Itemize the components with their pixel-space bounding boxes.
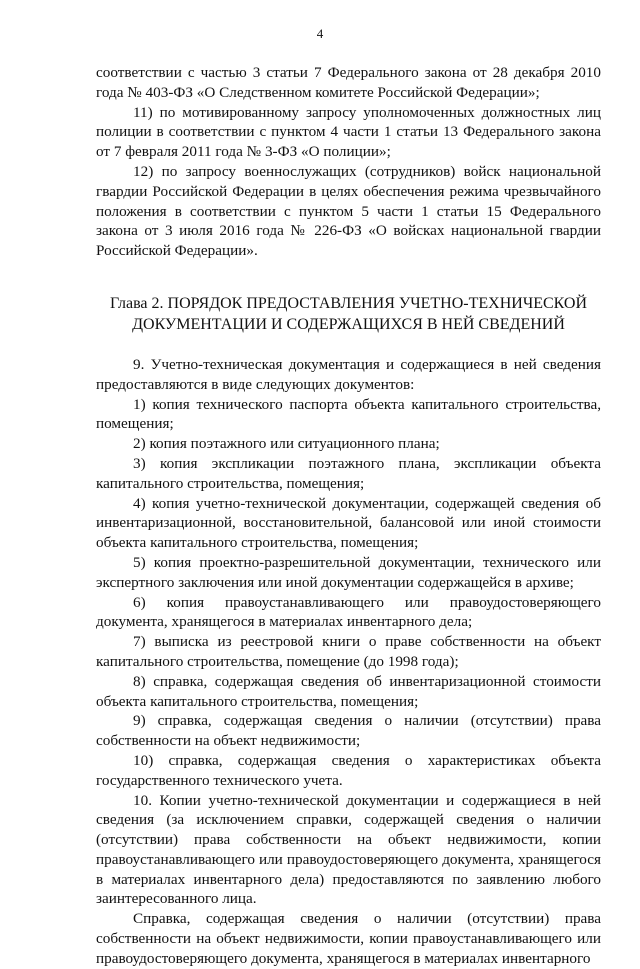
list-item-2: 2) копия поэтажного или ситуационного плана; [133,435,440,453]
paragraph-certificate: Справка, содержащая сведения о наличии (отсутствии) права собственности на объект недвижимости, копии правоустанавливающего или правоудостоверяющего документа, хранящегося в материалах инвентарного [96,910,601,967]
document-body [96,63,601,969]
spacer [96,261,601,271]
page-number: 4 [316,26,324,41]
list-item-9: 9) справка, содержащая сведения о наличии (отсутствии) права собственности на объект недвижимости; [96,712,601,750]
paragraph-continuation: соответствии с частью 3 статьи 7 Федерального закона от 28 декабря 2010 года № 403-ФЗ «О Следственном комитете Российской Федерации»; [96,64,601,101]
list-item-5: 5) копия проектно-разрешительной документации, технического или экспертного заключения или иной документации содержащейся в архиве; [96,553,601,591]
paragraph-item-11: 11) по мотивированному запросу уполномоченных должностных лиц полиции в соответствии с пунктом 4 части 1 статьи 13 Федерального закона от 7 февраля 2011 года № 3-ФЗ «О полиции»; [96,103,601,161]
list-item-6: 6) копия правоустанавливающего или правоудостоверяющего документа, хранящегося в материалах инвентарного дела; [96,593,601,631]
list-item-4: 4) копия учетно-технической документации, содержащей сведения об инвентаризационной, восстановительной, балансовой или иной стоимости объекта капитального строительства, помещения; [96,494,601,552]
chapter-heading: Глава 2. ПОРЯДОК ПРЕДОСТАВЛЕНИЯ УЧЕТНО-ТЕХНИЧЕСКОЙ ДОКУМЕНТАЦИИ И СОДЕРЖАЩИХСЯ В НЕЙ СВЕДЕНИЙ [109,294,588,333]
paragraph-item-12: 12) по запросу военнослужащих (сотрудников) войск национальной гвардии Российской Федерации в целях обеспечения режима чрезвычайного положения в соответствии с пунктом 5 части 1 статьи 15 Федерального закона от 3 июля 2016 года № 226-ФЗ «О войсках национальной гвардии Российской Федерации». [96,162,601,260]
list-item-3: 3) копия экспликации поэтажного плана, экспликации объекта капитального строительства, помещения; [96,454,601,492]
list-item-1: 1) копия технического паспорта объекта капитального строительства, помещения; [96,395,601,433]
paragraph-clause-10: 10. Копии учетно-технической документации и содержащиеся в ней сведения (за исключением справки, содержащей сведения о наличии (отсутствии) права собственности на объект недвижимости, копии правоустанавливающего или правоудостоверяющего документа, хранящегося в материалах инвентарного дела) предоставляются по заявлению любого заинтересованного лица. [96,791,601,908]
list-item-7: 7) выписка из реестровой книги о праве собственности на объект капитального строительства, помещение (до 1998 года); [96,633,601,670]
list-item-8: 8) справка, содержащая сведения об инвентаризационной стоимости объекта капитального строительства, помещения; [96,672,601,710]
list-item-10: 10) справка, содержащая сведения о характеристиках объекта государственного технического учета. [96,751,601,789]
paragraph-clause-9: 9. Учетно-техническая документация и содержащиеся в ней сведения предоставляются в виде следующих документов: [96,355,601,393]
